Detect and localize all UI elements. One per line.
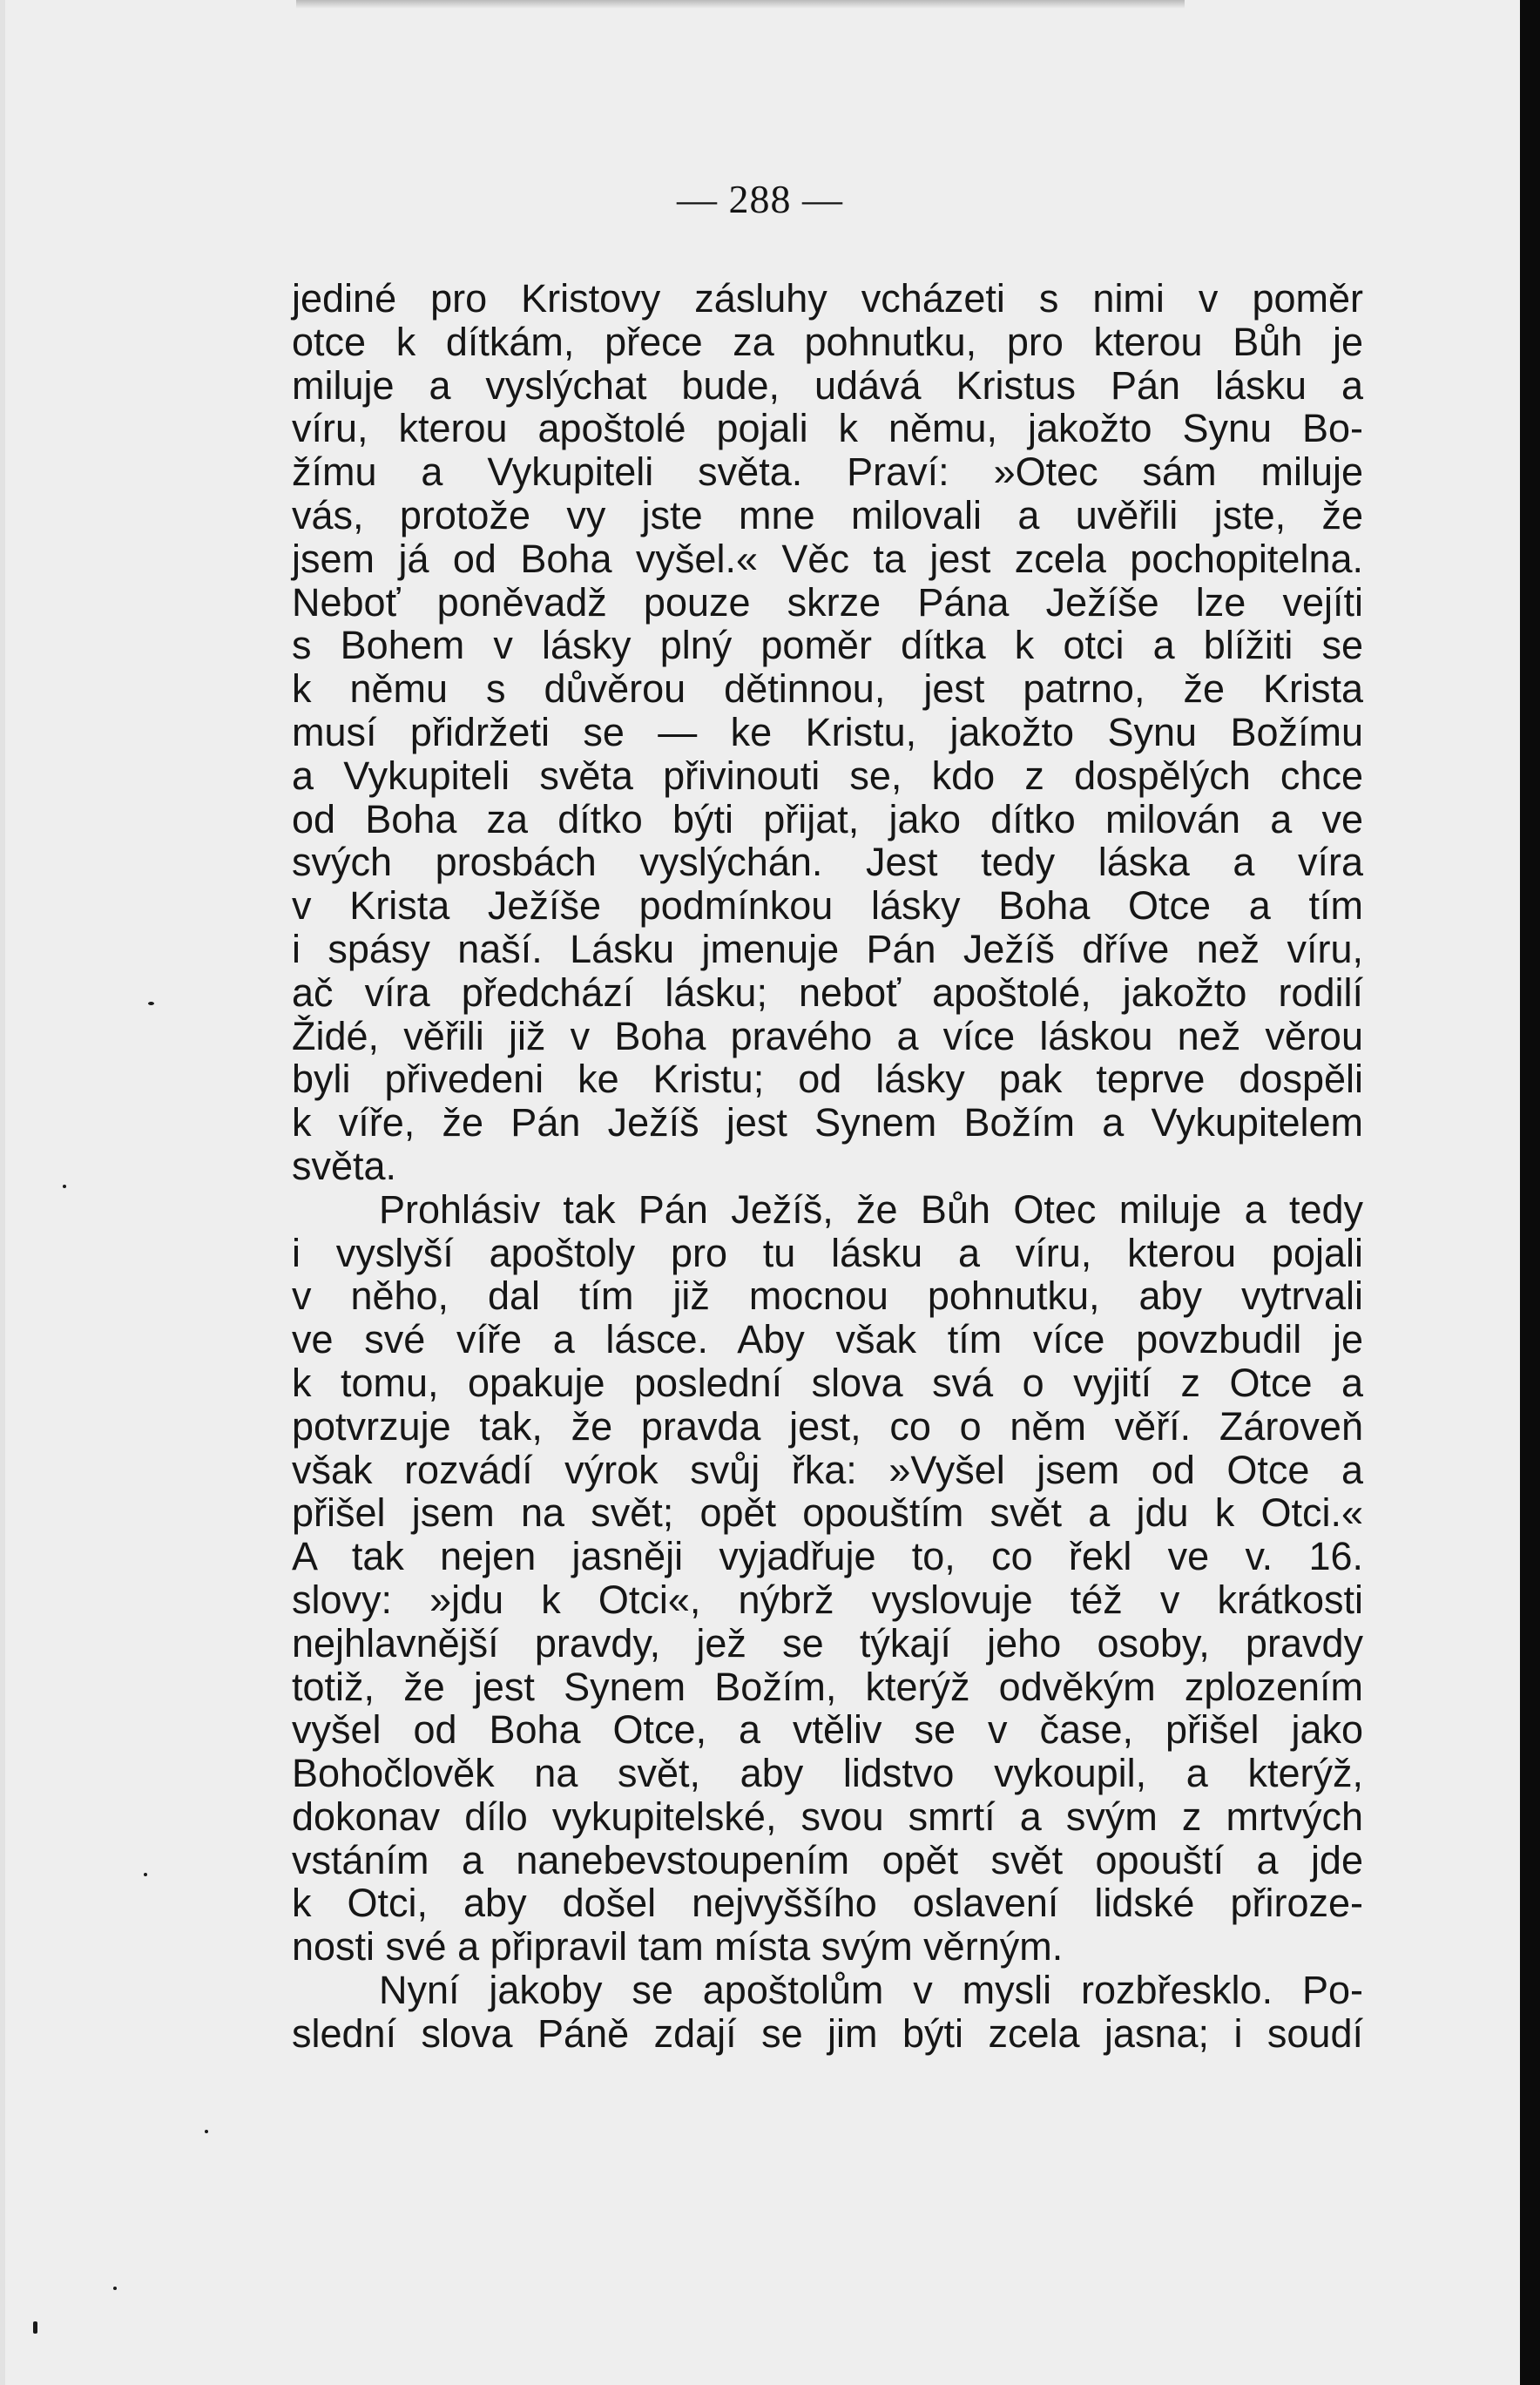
text-line: s Bohem v lásky plný poměr dítka k otci a blížiti se <box>292 623 1363 668</box>
text-line: Neboť poněvadž pouze skrze Pána Ježíše lze vejíti <box>292 579 1363 625</box>
text-line: vyšel od Boha Otce, a vtěliv se v čase, přišel jako <box>292 1707 1363 1753</box>
text-line: dokonav dílo vykupitelské, svou smrtí a svým z mrtvých <box>292 1794 1363 1839</box>
text-line: v něho, dal tím již mocnou pohnutku, aby vytrvali <box>292 1274 1363 1319</box>
text-line: ve své víře a lásce. Aby však tím více povzbudil je <box>292 1317 1363 1362</box>
text-line: jsem já od Boha vyšel.« Věc ta jest zcela pochopitelna. <box>292 536 1363 581</box>
page-left-edge <box>0 0 5 2385</box>
text-line: v Krista Ježíše podmínkou lásky Boha Otce a tím <box>292 883 1363 929</box>
scan-speck <box>144 1873 147 1876</box>
page-top-shadow <box>296 0 1185 9</box>
text-line: k Otci, aby došel nejvyššího oslavení lidské přiroze- <box>292 1881 1363 1926</box>
text-line: byli přivedeni ke Kristu; od lásky pak teprve dospěli <box>292 1057 1363 1102</box>
text-line: Prohlásiv tak Pán Ježíš, že Bůh Otec miluje a tedy <box>379 1186 1363 1232</box>
text-line: i vyslyší apoštoly pro tu lásku a víru, kterou pojali <box>292 1230 1363 1275</box>
text-line: totiž, že jest Synem Božím, kterýž odvěkým zplozením <box>292 1664 1363 1709</box>
text-line: svých prosbách vyslýchán. Jest tedy láska a víra <box>292 840 1363 885</box>
text-line: otce k dítkám, přece za pohnutku, pro kterou Bůh je <box>292 319 1363 364</box>
text-line: žímu a Vykupiteli světa. Praví: »Otec sám miluje <box>292 449 1363 495</box>
text-line: světa. <box>292 1143 397 1188</box>
text-line: slovy: »jdu k Otci«, nýbrž vyslovuje též v krátkosti <box>292 1577 1363 1622</box>
text-line: Nyní jakoby se apoštolům v mysli rozbřesklo. Po- <box>379 1968 1363 2013</box>
text-line: ač víra předchází lásku; neboť apoštolé, jakožto rodilí <box>292 970 1363 1015</box>
text-line: Bohočlověk na svět, aby lidstvo vykoupil, a kterýž, <box>292 1751 1363 1796</box>
text-line: k víře, že Pán Ježíš jest Synem Božím a Vykupitelem <box>292 1100 1363 1145</box>
text-line: musí přidržeti se — ke Kristu, jakožto Synu Božímu <box>292 709 1363 754</box>
body-text <box>292 277 1363 2056</box>
text-line: a Vykupiteli světa přivinouti se, kdo z dospělých chce <box>292 753 1363 798</box>
text-line: vás, protože vy jste mne milovali a uvěřili jste, že <box>292 492 1363 537</box>
text-line: od Boha za dítko býti přijat, jako dítko milován a ve <box>292 796 1363 841</box>
text-line: miluje a vyslýchat bude, udává Kristus Pán lásku a <box>292 362 1363 408</box>
text-line: Židé, věřili již v Boha pravého a více láskou než věrou <box>292 1013 1363 1058</box>
text-line: víru, kterou apoštolé pojali k němu, jakožto Synu Bo- <box>292 406 1363 451</box>
scan-speck <box>205 2130 208 2133</box>
text-line: A tak nejen jasněji vyjadřuje to, co řekl ve v. 16. <box>292 1534 1363 1579</box>
text-line: nosti své a připravil tam místa svým věrným. <box>292 1924 1064 1969</box>
text-line: však rozvádí výrok svůj řka: »Vyšel jsem od Otce a <box>292 1447 1363 1492</box>
scan-speck <box>63 1185 66 1188</box>
text-line: k tomu, opakuje poslední slova svá o vyjití z Otce a <box>292 1360 1363 1405</box>
scan-speck <box>148 1002 154 1005</box>
text-line: přišel jsem na svět; opět opouštím svět a jdu k Otci.« <box>292 1490 1363 1536</box>
text-line: vstáním a nanebevstoupením opět svět opouští a jde <box>292 1837 1363 1882</box>
scan-border <box>1520 0 1540 2385</box>
text-line: jediné pro Kristovy zásluhy vcházeti s nimi v poměr <box>292 276 1363 321</box>
scan-speck <box>33 2321 37 2334</box>
page-number: — 288 — <box>677 177 843 221</box>
text-line: i spásy naší. Lásku jmenuje Pán Ježíš dříve než víru, <box>292 926 1363 971</box>
text-line: potvrzuje tak, že pravda jest, co o něm věří. Zároveň <box>292 1403 1363 1449</box>
scan-speck <box>113 2287 117 2290</box>
text-line: k němu s důvěrou dětinnou, jest patrno, že Krista <box>292 666 1363 712</box>
text-line: slední slova Páně zdají se jim býti zcela jasna; i soudí <box>292 2010 1363 2056</box>
text-line: nejhlavnější pravdy, jež se týkají jeho osoby, pravdy <box>292 1620 1363 1665</box>
